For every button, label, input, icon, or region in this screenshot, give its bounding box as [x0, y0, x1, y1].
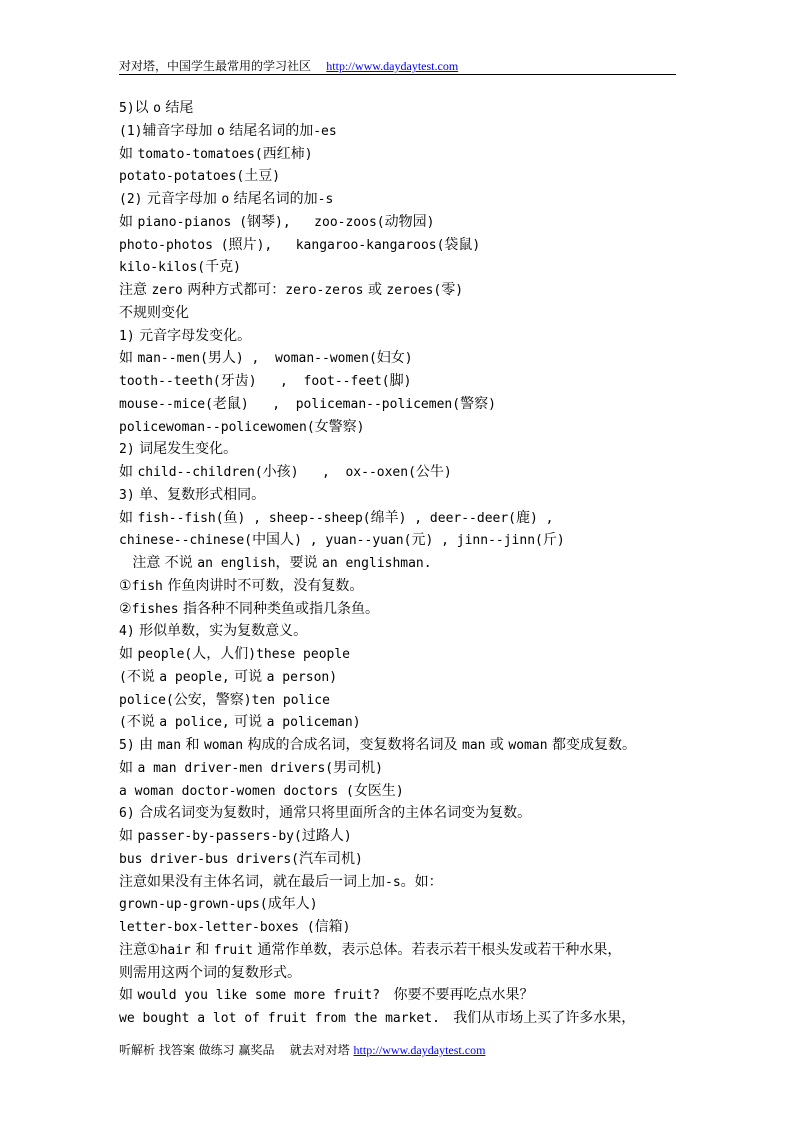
- text-line: (不说 a police, 可说 a policeman): [119, 714, 361, 731]
- text-line: policewoman--policewomen(女警察): [119, 418, 365, 435]
- header-divider: [119, 74, 676, 75]
- header-link[interactable]: http://www.daydaytest.com: [326, 59, 459, 73]
- text-line: ①fish 作鱼肉讲时不可数，没有复数。: [119, 577, 364, 594]
- text-line: 如 man--men(男人) , woman--women(妇女): [119, 350, 413, 367]
- text-line: 注意如果没有主体名词，就在最后一词上加-s。如：: [119, 873, 443, 890]
- text-line: 6) 合成名词变为复数时，通常只将里面所含的主体名词变为复数。: [119, 805, 532, 822]
- text-line: 如 child--children(小孩) , ox--oxen(公牛): [119, 464, 452, 480]
- text-line: we bought a lot of fruit from the market. 我们从市场上买了许多水果，: [119, 1010, 636, 1026]
- text-line: 5) 由 man 和 woman 构成的合成名词，变复数将名词及 man 或 woman 都变成复数。: [119, 737, 636, 753]
- text-line: 如 people(人，人们)these people: [119, 646, 350, 662]
- text-line: 1) 元音字母发变化。: [119, 327, 252, 344]
- text-line: police(公安，警察)ten police: [119, 691, 330, 708]
- text-line: 注意 zero 两种方式都可：zero-zeros 或 zeroes(零): [119, 282, 464, 298]
- text-line: chinese--chinese(中国人) , yuan--yuan(元) , jinn--jinn(斤): [119, 532, 565, 549]
- text-line: 5)以 o 结尾: [119, 100, 194, 116]
- text-line: letter-box-letter-boxes (信箱): [119, 919, 351, 935]
- footer-text: 听解析 找答案 做练习 赢奖品 就去对对塔: [119, 1043, 354, 1057]
- text-line: 如 would you like some more fruit? 你要不要再吃点水果？: [119, 987, 534, 1004]
- text-line: 如 passer-by-passers-by(过路人): [119, 828, 352, 844]
- text-line: tooth--teeth(牙齿) , foot--feet(脚): [119, 373, 412, 389]
- header-site-text: 对对塔，中国学生最常用的学习社区: [119, 59, 312, 73]
- text-line: (2) 元音字母加 o 结尾名词的加-s: [119, 191, 334, 207]
- text-line: ②fishes 指各种不同种类鱼或指几条鱼。: [119, 600, 379, 617]
- text-line: 3) 单、复数形式相同。: [119, 486, 266, 503]
- text-line: mouse--mice(老鼠) , policeman--policemen(警察): [119, 395, 496, 412]
- text-line: 如 piano-pianos (钢琴), zoo-zoos(动物园): [119, 213, 435, 230]
- text-line: 注意 不说 an english，要说 an englishman.: [119, 555, 432, 571]
- text-line: 2) 词尾发生变化。: [119, 441, 238, 458]
- text-line: (1)辅音字母加 o 结尾名词的加-es: [119, 122, 337, 139]
- text-line: bus driver-bus drivers(汽车司机): [119, 850, 363, 867]
- text-line: 如 tomato-tomatoes(西红柿): [119, 145, 313, 162]
- text-line: a woman doctor-women doctors (女医生): [119, 782, 404, 799]
- page-footer: [119, 1042, 679, 1058]
- page-header: [119, 58, 676, 74]
- text-line: 注意①hair 和 fruit 通常作单数，表示总体。若表示若干根头发或若干种水果，: [119, 941, 622, 958]
- text-line: photo-photos (照片), kangaroo-kangaroos(袋鼠): [119, 236, 481, 253]
- text-line: 如 a man driver-men drivers(男司机): [119, 759, 383, 776]
- text-line: grown-up-grown-ups(成年人): [119, 896, 318, 913]
- text-line: (不说 a people, 可说 a person): [119, 668, 338, 685]
- text-line: 不规则变化: [119, 304, 189, 321]
- text-line: potato-potatoes(土豆): [119, 168, 281, 185]
- text-line: kilo-kilos(千克): [119, 259, 241, 276]
- footer-link[interactable]: http://www.daydaytest.com: [353, 1043, 486, 1057]
- text-line: 4) 形似单数，实为复数意义。: [119, 623, 308, 640]
- text-line: 则需用这两个词的复数形式。: [119, 964, 301, 981]
- document-body: [119, 97, 719, 1030]
- text-line: 如 fish--fish(鱼) , sheep--sheep(绵羊) , deer--deer(鹿) ,: [119, 509, 554, 526]
